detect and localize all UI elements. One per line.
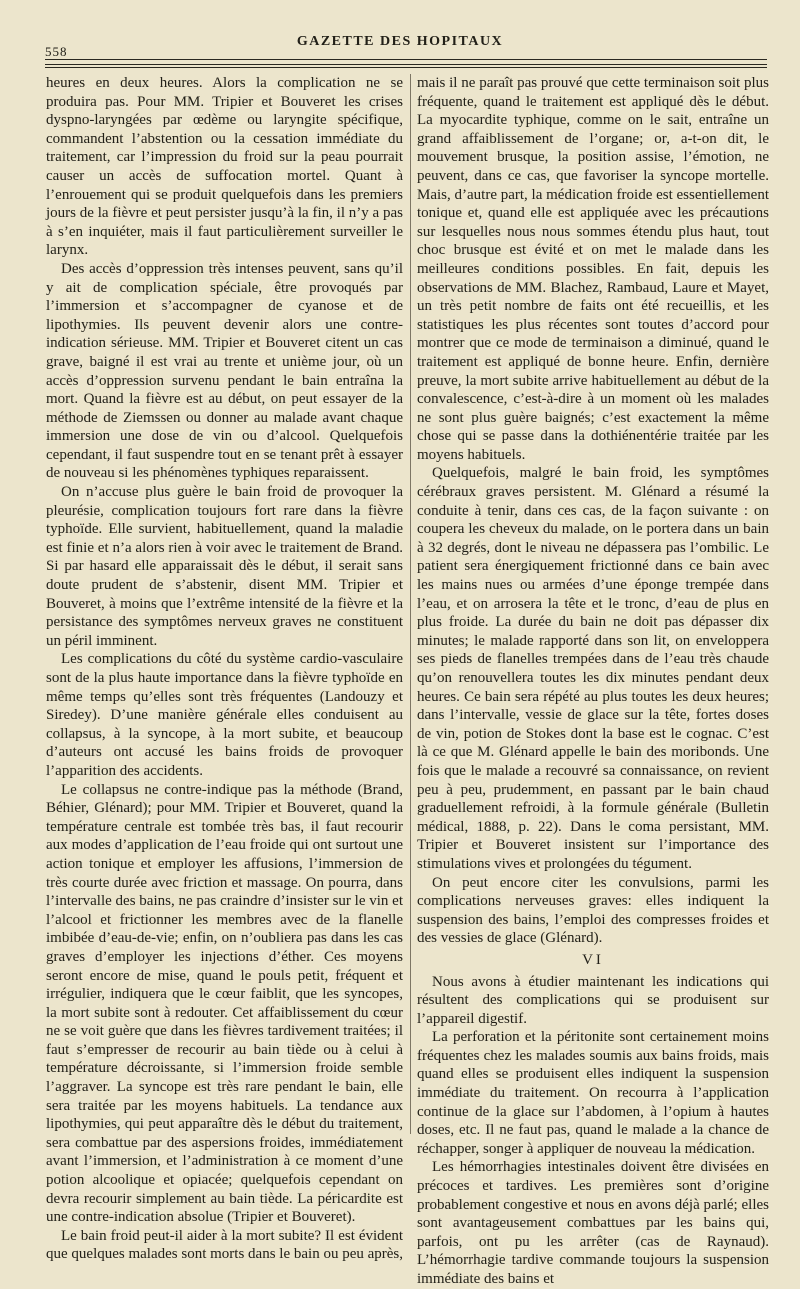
paragraph: Des accès d’oppression très intenses peuvent, sans qu’il y ait de complication spéciale, être provoqués par l’immersion et s’accompagner de cyanose et de lipothymies. Ils peuvent devenir alors une contre-indication sérieuse. MM. Tripier et Bouveret citent un cas grave, baigné il est vrai au trente et unième jour, où un accès d’oppression survenu pendant le bain entraîna la mort. Quand la fièvre est au début, on peut essayer de la méthode de Ziemssen ou donner au malade avant chaque immersion une dose de vin ou d’alcool. Quelquefois cependant, il faut suspendre tout en se tenant prêt à essayer de nouveau si les phénomènes typhiques reparaissent. — [46, 260, 403, 482]
header-rule — [45, 59, 767, 60]
paragraph: On peut encore citer les convulsions, parmi les complications nerveuses graves: elles indiquent la suspension des bains, l’emploi des compresses froides et des vessies de glace (Glénard). — [417, 874, 769, 947]
header-rule — [45, 64, 767, 65]
section-heading: VI — [582, 951, 604, 968]
column-divider — [410, 74, 411, 1134]
paragraph: heures en deux heures. Alors la complication ne se produira pas. Pour MM. Tripier et Bouveret les crises dyspno-laryngées par œdème ou laryngite spécifique, commandent l’abstention ou la cessation immédiate du traitement, car l’impression du froid sur la peau pourrait causer un accès de suffocation mortel. Quant à l’enrouement qui se produit quelquefois dans les premiers jours de la fièvre et peut persister jusqu’à la fin, il n’y a pas à s’en inquiéter, mais il faut particulièrement surveiller le larynx. — [46, 75, 403, 259]
paragraph: mais il ne paraît pas prouvé que cette terminaison soit plus fréquente, quand le traitement est appliqué dès le début. La myocardite typhique, comme on le sait, entraîne un grand affaiblissement de l’organe; or, a-t-on dit, le mouvement brusque, la position assise, l’émotion, ne peuvent, dans ce cas, que favoriser la syncope mortelle. Mais, d’autre part, la médication froide est essentiellement tonique et, quand elle est appliquée avec les précautions sur lesquelles nous nous sommes étendu plus haut, tout choc brusque est évité et on met le malade dans les meilleures conditions possibles. En fait, depuis les observations de MM. Blachez, Rambaud, Laure et Mayet, un très petit nombre de faits ont été recueillis, et les statistiques les plus récentes sont toutes d’accord pour montrer que ce mode de terminaison a diminué, quand le traitement est appliqué de bonne heure. Enfin, dernière preuve, la mort subite arrive habituellement au début de la convalescence, c’est-à-dire à un moment où les malades ne sont plus guère baignés; c’est exactement la même chose qui se passe dans la dothiénentérie traitée par les moyens habituels. — [417, 75, 769, 463]
header-rule — [45, 67, 767, 68]
paragraph: Le collapsus ne contre-indique pas la méthode (Brand, Béhier, Glénard); pour MM. Tripier et Bouveret, quand la température centrale est tombée très bas, il faut recourir aux modes d’application de l’eau froide qui ont surtout une action tonique et employer les affusions, l’immersion de très courte durée avec friction et massage. On pourra, dans l’intervalle des bains, ne pas craindre d’insister sur le vin et l’alcool et frictionner les membres avec de la flanelle imbibée d’eau-de-vie; enfin, on n’oubliera pas dans les cas graves d’employer les injections d’éther. Ces moyens seront encore de mise, quand le pouls petit, fréquent et irrégulier, indiquera que le cœur faiblit, que les syncopes, la mort subite sont à redouter. Cet affaiblissement du cœur ne se voit guère que dans les fièvres tardivement traitées; il faut s’empresser de recourir au bain tiède ou à celui à température décroissante, si l’immersion froide semble l’aggraver. La syncope est très rare pendant le bain, elle sera traitée par les moyens habituels. La tendance aux lipothymies, qui peut apparaître dès le début du traitement, sera combattue par des aspersions froides, immédiatement avant l’immersion, et l’administration à ce moment d’une potion alcoolique et opiacée; quelquefois cependant on devra recourir simplement au bain tiède. La péricardite est une contre-indication absolue (Tripier et Bouveret). — [46, 781, 403, 1226]
paragraph: On n’accuse plus guère le bain froid de provoquer la pleurésie, complication toujours fort rare dans la fièvre typhoïde. Elle survient, habituellement, quand la maladie est finie et n’a alors rien à voir avec le traitement de Brand. Si par hasard elle apparaissait dès le début, il serait sans doute prudent de s’abstenir, disent MM. Tripier et Bouveret, à moins que l’extrême intensité de la fièvre et la persistance des symptômes nerveux graves ne constituent un péril imminent. — [46, 484, 403, 649]
right-column — [417, 74, 769, 1287]
paragraph: Nous avons à étudier maintenant les indications qui résultent des complications qui se produisent sur l’appareil digestif. — [417, 973, 769, 1027]
paragraph: Quelquefois, malgré le bain froid, les symptômes cérébraux graves persistent. M. Glénard a résumé la conduite à tenir, dans ces cas, de la façon suivante : on coupera les cheveux du malade, on le portera dans un bain à 32 degrés, dont le niveau ne dépassera pas l’ombilic. Le patient sera énergiquement frictionné dans ce bain avec les mains nues ou armées d’une éponge trempée dans l’eau, et on arrosera la tête et le tronc, d’eau de plus en plus froide. La durée du bain ne doit pas dépasser dix minutes; le malade rapporté dans son lit, on enveloppera ses pieds de flanelles trempées dans de l’eau très chaude qu’on renouvellera toutes les dix minutes pendant deux heures. Ce bain sera répété au plus toutes les deux heures; dans l’intervalle, vessie de glace sur la tête, fortes doses de vin, potion de Stokes dont la base est le cognac. C’est là ce que M. Glénard appelle le bain des moribonds. Une fois que le malade a recouvré sa connaissance, on revient peu à peu, prudemment, en passant par le bain chaud graduellement refroidi, à la formule générale (Bulletin médical, 1888, p. 22). Dans le coma persistant, MM. Tripier et Bouveret insistent sur l’importance des stimulations vives et prolongées du tégument. — [417, 465, 769, 872]
paragraph: Les hémorrhagies intestinales doivent être divisées en précoces et tardives. Les premières sont d’origine probablement congestive et nous en avons déjà parlé; elles sont avantageusement combattues par les bains qui, parfois, ont pu les arrêter (cas de Raynaud). L’hémorrhagie tardive commande toujours la suspension immédiate des bains et — [417, 1159, 769, 1287]
paragraph: Les complications du côté du système cardio-vasculaire sont de la plus haute importance dans la fièvre typhoïde en même temps qu’elles sont très fréquentes (Landouzy et Siredey). D’une manière générale elles conduisent au collapsus, à la syncope, à la mort subite, et beaucoup d’auteurs ont accusé les bains froids de provoquer l’apparition des accidents. — [46, 651, 403, 779]
running-title: GAZETTE DES HOPITAUX — [296, 34, 504, 49]
page-number: 558 — [45, 44, 68, 59]
left-column — [46, 74, 403, 1263]
paragraph: La perforation et la péritonite sont certainement moins fréquentes chez les malades soumis aux bains froids, mais quand elles se produisent elles indiquent la suspension immédiate du traitement. On recourra à l’application continue de la glace sur l’abdomen, à l’opium à hautes doses, etc. Il ne faut pas, quand le malade a la chance de réchapper, songer à appliquer de nouveau la médication. — [417, 1029, 769, 1157]
paragraph: Le bain froid peut-il aider à la mort subite? Il est évident que quelques malades sont morts dans le bain ou peu après, — [46, 1227, 403, 1263]
